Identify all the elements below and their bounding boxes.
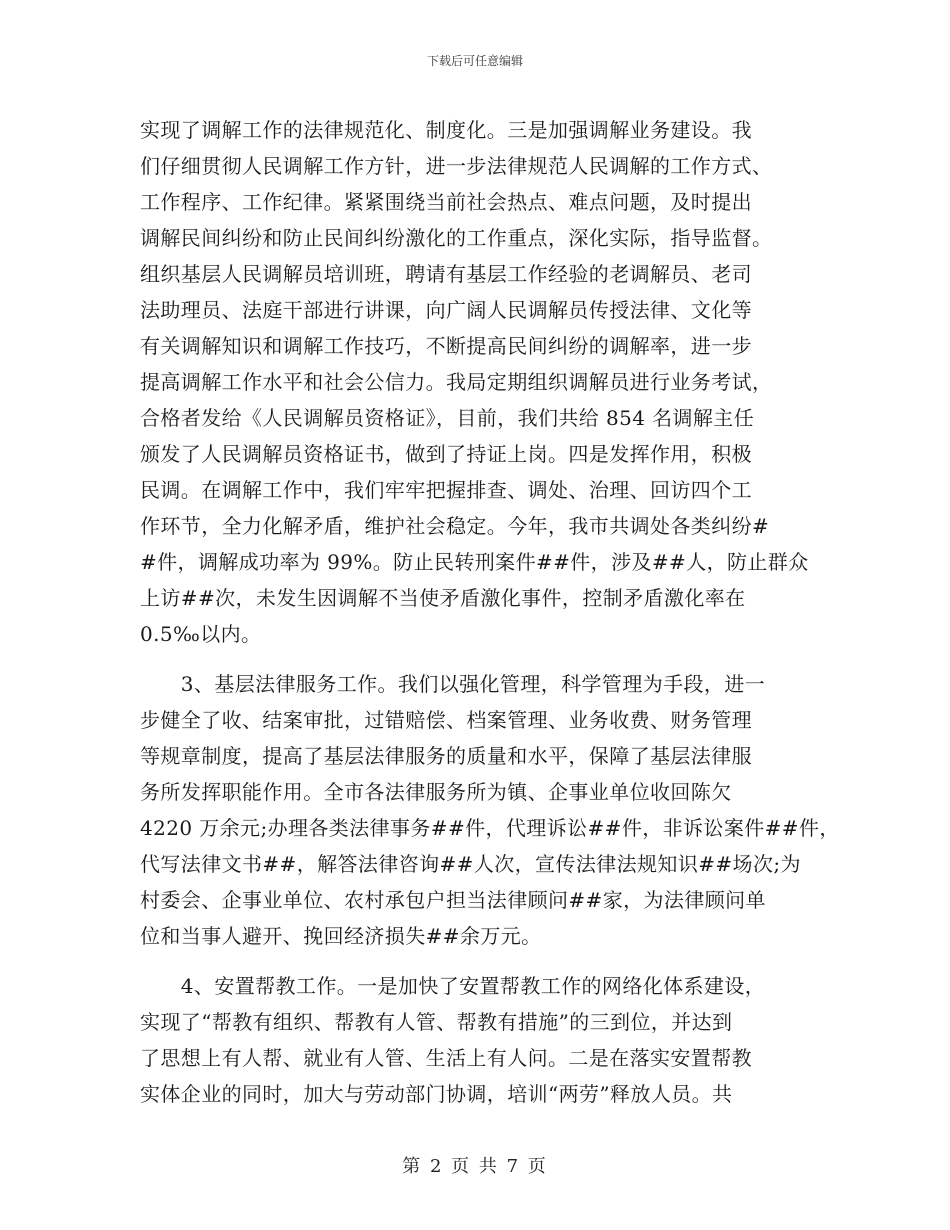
text-line: 实体企业的同时，加大与劳动部门协调，培训“两劳”释放人员。共 [140,1082,733,1106]
text-line: 3、基层法律服务工作。我们以强化管理，科学管理为手段，进一 [140,672,766,696]
text-line: 提高调解工作水平和社会公信力。我局定期组织调解员进行业务考试， [140,370,773,394]
text-line: 了思想上有人帮、就业有人管、生活上有人问。二是在落实安置帮教 [140,1046,752,1070]
text-line: 实现了“帮教有组织、帮教有人管、帮教有措施”的三到位，并达到 [140,1010,733,1034]
text-line: 合格者发给《人民调解员资格证》，目前，我们共给 854 名调解主任 [140,406,755,430]
text-line: 步健全了收、结案审批，过错赔偿、档案管理、业务收费、财务管理 [140,708,752,732]
text-line: 工作程序、工作纪律。紧紧围绕当前社会热点、难点问题，及时提出 [140,190,752,214]
text-line: 0.5‰以内。 [140,622,262,646]
text-line: 村委会、企事业单位、农村承包户担当法律顾问##家，为法律顾问单 [140,888,766,912]
text-line: 有关调解知识和调解工作技巧，不断提高民间纠纷的调解率，进一步 [140,334,752,358]
text-line: 法助理员、法庭干部进行讲课，向广阔人民调解员传授法律、文化等 [140,298,752,322]
text-line: 调解民间纠纷和防止民间纠纷激化的工作重点，深化实际，指导监督。 [140,226,773,250]
text-line: 代写法律文书##，解答法律咨询##人次，宣传法律法规知识##场次;为 [140,852,801,876]
text-line: 作环节，全力化解矛盾，维护社会稳定。今年，我市共调处各类纠纷# [140,514,770,538]
text-line: 4、安置帮教工作。一是加快了安置帮教工作的网络化体系建设， [140,974,766,998]
text-line: 等规章制度，提高了基层法律服务的质量和水平，保障了基层法律服 [140,744,752,768]
text-line: 民调。在调解工作中，我们牢牢把握排查、调处、治理、回访四个工 [140,478,752,502]
text-line: 颁发了人民调解员资格证书，做到了持证上岗。四是发挥作用，积极 [140,442,752,466]
text-line: 务所发挥职能作用。全市各法律服务所为镇、企事业单位收回陈欠 [140,780,732,804]
page-header: 下载后可任意编辑 [426,54,523,68]
text-line: 上访##次，未发生因调解不当使矛盾激化事件，控制矛盾激化率在 [140,586,746,610]
text-line: #件，调解成功率为 99%。防止民转刑案件##件，涉及##人，防止群众 [140,550,809,574]
text-line: 们仔细贯彻人民调解工作方针，进一步法律规范人民调解的工作方式、 [140,154,773,178]
page-number-footer: 第 2 页 共 7 页 [402,1156,548,1177]
text-line: 实现了调解工作的法律规范化、制度化。三是加强调解业务建设。我 [140,118,752,142]
text-line: 位和当事人避开、挽回经济损失##余万元。 [140,924,542,948]
text-line: 4220 万余元;办理各类法律事务##件，代理诉讼##件，非诉讼案件##件， [140,816,840,840]
text-line: 组织基层人民调解员培训班，聘请有基层工作经验的老调解员、老司 [140,262,752,286]
